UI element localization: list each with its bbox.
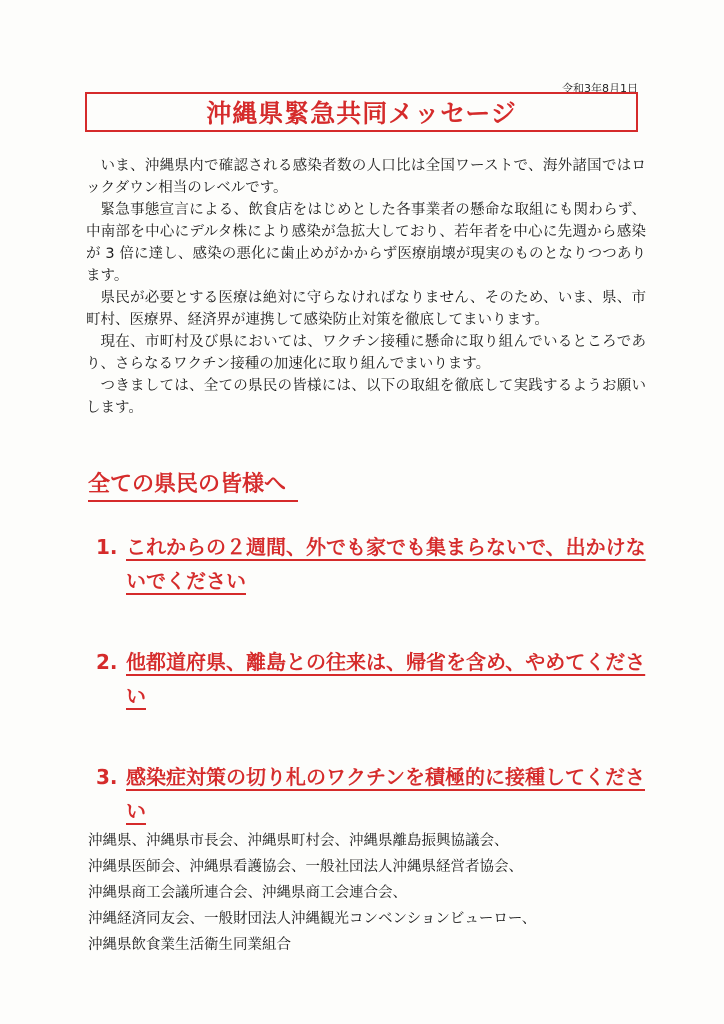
organization-line: 沖縄経済同友会、一般財団法人沖縄観光コンベンションビューロー、 xyxy=(88,911,537,927)
request-text: 他都道府県、離島との往来は、帰省を含め、やめてください xyxy=(126,650,646,708)
section-heading: 全ての県民の皆様へ xyxy=(88,467,298,502)
paragraph: いま、沖縄県内で確認される感染者数の人口比は全国ワーストで、海外諸国ではロックダウン相当のレベルです。 xyxy=(86,158,646,196)
request-text: 感染症対策の切り札のワクチンを積極的に接種してください xyxy=(126,765,645,823)
request-item xyxy=(96,645,656,713)
request-list xyxy=(96,530,656,875)
document-title: 沖縄県緊急共同メッセージ xyxy=(206,99,517,128)
message-body xyxy=(86,155,646,419)
title-box xyxy=(85,92,638,132)
document-date: 令和3年8月1日 xyxy=(562,82,638,95)
request-item xyxy=(96,760,656,828)
organization-line: 沖縄県飲食業生活衛生同業組合 xyxy=(88,937,291,953)
signatory-organizations xyxy=(88,828,648,958)
request-number: 3. xyxy=(96,765,118,789)
organization-line: 沖縄県医師会、沖縄県看護協会、一般社団法人沖縄県経営者協会、 xyxy=(88,859,523,875)
paragraph: つきましては、全ての県民の皆様には、以下の取組を徹底して実践するようお願いします。 xyxy=(86,378,646,416)
paragraph: 県民が必要とする医療は絶対に守らなければなりません、そのため、いま、県、市町村、医療界、経済界が連携して感染防止対策を徹底してまいります。 xyxy=(86,290,646,328)
request-item xyxy=(96,530,656,598)
organization-line: 沖縄県商工会議所連合会、沖縄県商工会連合会、 xyxy=(88,885,407,901)
organization-line: 沖縄県、沖縄県市長会、沖縄県町村会、沖縄県離島振興協議会、 xyxy=(88,833,509,849)
paragraph: 現在、市町村及び県においては、ワクチン接種に懸命に取り組んでいるところであり、さらなるワクチン接種の加速化に取り組んでまいります。 xyxy=(86,334,646,372)
paragraph: 緊急事態宣言による、飲食店をはじめとした各事業者の懸命な取組にも関わらず、中南部を中心にデルタ株により感染が急拡大しており、若年者を中心に先週から感染が 3 倍に達し、感染の悪化に歯止めがかからず医療崩壊が現実のものとなりつつあります。 xyxy=(86,202,646,284)
request-number: 2. xyxy=(96,650,118,674)
request-text: これからの２週間、外でも家でも集まらないで、出かけないでください xyxy=(126,535,646,593)
request-number: 1. xyxy=(96,535,118,559)
